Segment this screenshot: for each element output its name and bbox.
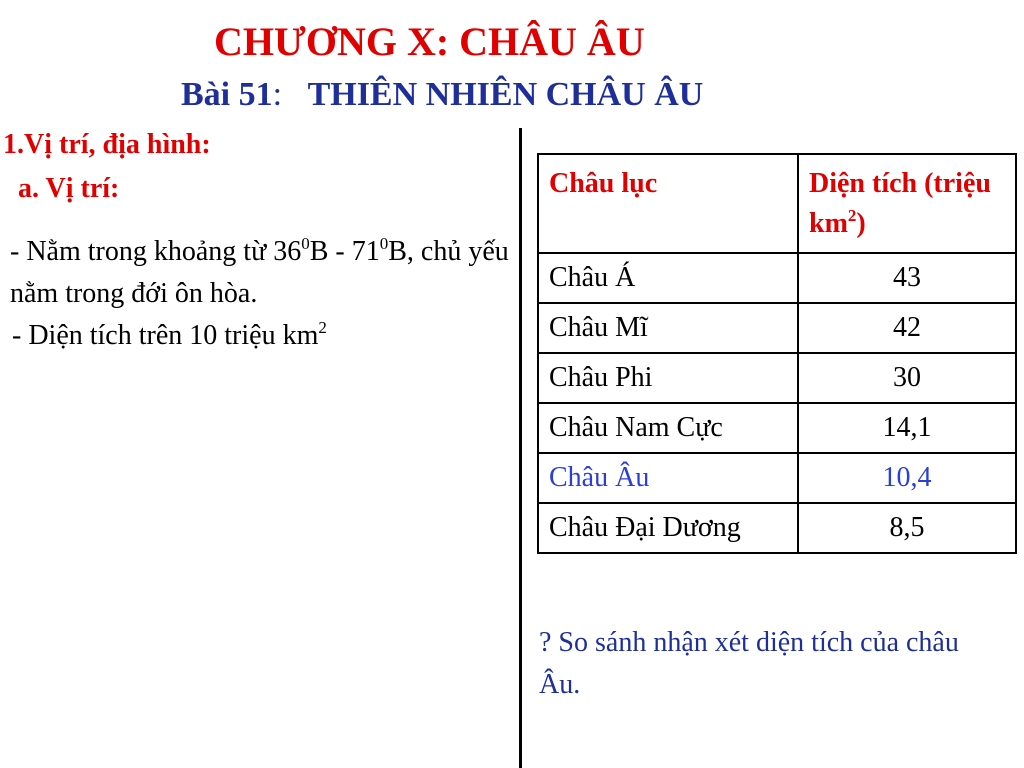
- lesson-name: THIÊN NHIÊN CHÂU ÂU: [307, 76, 704, 113]
- continent-area: 43: [798, 253, 1016, 303]
- degree-sup-2: 0: [379, 234, 389, 253]
- continent-area: 10,4: [798, 453, 1016, 503]
- header-continent: Châu lục: [538, 154, 798, 253]
- lesson-colon: :: [272, 76, 283, 113]
- header-area-close: ): [856, 208, 866, 239]
- continent-area: 42: [798, 303, 1016, 353]
- continent-name: Châu Âu: [538, 453, 798, 503]
- km-squared-sup: 2: [318, 318, 327, 337]
- discussion-question: ? So sánh nhận xét diện tích của châu Âu.: [539, 627, 959, 700]
- continent-name: Châu Nam Cực: [538, 403, 798, 453]
- table-row-highlighted: [538, 453, 1016, 503]
- continent-area: 30: [798, 353, 1016, 403]
- continent-name: Châu Mĩ: [538, 303, 798, 353]
- header-area-sup: 2: [847, 206, 857, 225]
- header-area-label: Diện tích (triệu km: [809, 168, 991, 239]
- bullet-area-text: - Diện tích trên 10 triệu km: [12, 320, 319, 351]
- bullet-location-mid: B - 71: [309, 236, 380, 267]
- table-header-row: [538, 154, 1016, 253]
- table-row: [538, 253, 1016, 303]
- chapter-title: CHƯƠNG X: CHÂU ÂU: [214, 19, 645, 64]
- bullet-location: [10, 231, 510, 315]
- vertical-divider: [519, 128, 522, 768]
- section-heading: 1.Vị trí, địa hình:: [3, 129, 211, 160]
- subsection-heading: a. Vị trí:: [18, 173, 120, 204]
- lesson-title: [181, 76, 703, 114]
- lesson-number: Bài 51: [181, 76, 273, 113]
- continent-area: 8,5: [798, 503, 1016, 553]
- table-row: [538, 403, 1016, 453]
- table-row: [538, 353, 1016, 403]
- table-row: [538, 503, 1016, 553]
- continent-name: Châu Á: [538, 253, 798, 303]
- table-row: [538, 303, 1016, 353]
- bullet-area: [12, 320, 327, 352]
- continent-area: 14,1: [798, 403, 1016, 453]
- degree-sup-1: 0: [301, 234, 310, 253]
- continent-name: Châu Phi: [538, 353, 798, 403]
- continent-area-table: [537, 153, 1017, 554]
- header-area: [798, 154, 1016, 253]
- continent-name: Châu Đại Dương: [538, 503, 798, 553]
- bullet-location-pre: - Nằm trong khoảng từ 36: [10, 236, 302, 267]
- bullet-location-post: B, chủ yếu nằm trong đới ôn hòa.: [10, 236, 509, 309]
